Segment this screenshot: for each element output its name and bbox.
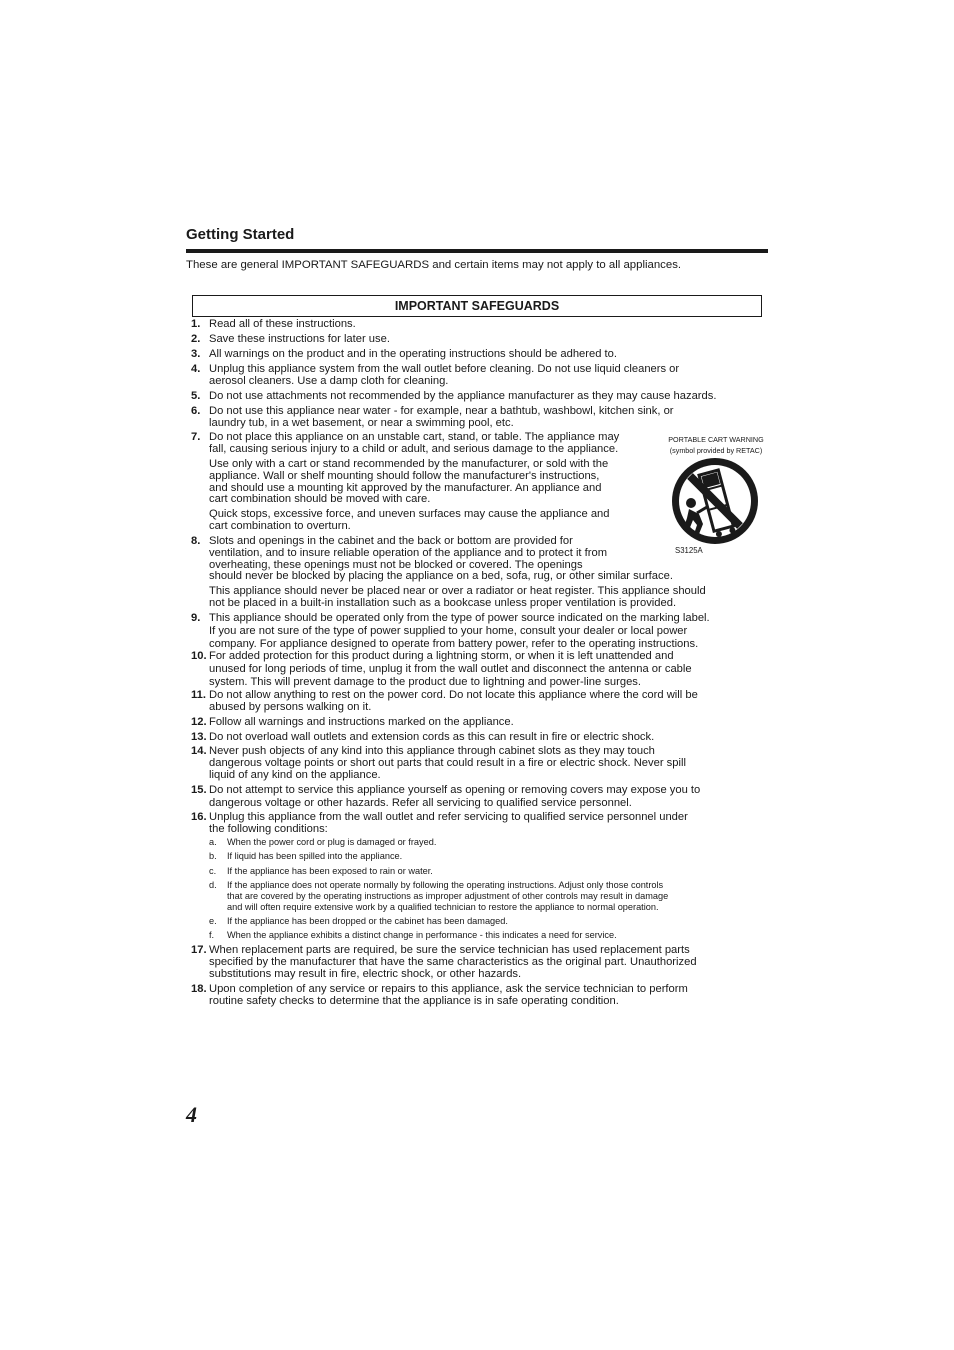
- subitem-letter: d.: [209, 880, 217, 890]
- cart-warning-code: S3125A: [675, 546, 703, 555]
- item-text: fall, causing serious injury to a child or adult, and serious damage to the appliance.: [209, 443, 619, 455]
- item-text: abused by persons walking on it.: [209, 701, 372, 713]
- item-number: 3.: [191, 348, 201, 360]
- item-text: specified by the manufacturer that have the same characteristics as the original part. Unauthorized: [209, 956, 697, 968]
- item-text: Read all of these instructions.: [209, 318, 356, 330]
- item-number: 5.: [191, 390, 201, 402]
- subitem-text: When the power cord or plug is damaged or frayed.: [227, 837, 437, 847]
- item-number: 11.: [191, 689, 206, 701]
- subitem-text: and will often require extensive work by a qualified technician to restore the appliance to normal operation.: [227, 902, 659, 912]
- item-text: For added protection for this product during a lightning storm, or when it is left unattended and: [209, 650, 674, 662]
- item-number: 6.: [191, 405, 201, 417]
- item-text: Do not place this appliance on an unstable cart, stand, or table. The appliance may: [209, 431, 620, 443]
- item-number: 12.: [191, 716, 207, 728]
- item-number: 7.: [191, 431, 201, 443]
- item-text: appliance. Wall or shelf mounting should follow the manufacturer's instructions,: [209, 470, 600, 482]
- item-number: 4.: [191, 363, 201, 375]
- item-text: This appliance should be operated only from the type of power source indicated on the marking label.: [209, 612, 710, 624]
- item-text: Do not allow anything to rest on the power cord. Do not locate this appliance where the cord will be: [209, 689, 698, 701]
- subitem-letter: b.: [209, 851, 217, 861]
- item-text: dangerous voltage or other hazards. Refer all servicing to qualified service personnel.: [209, 797, 632, 809]
- item-text: Unplug this appliance system from the wall outlet before cleaning. Do not use liquid cleaners or: [209, 363, 680, 375]
- intro-text: These are general IMPORTANT SAFEGUARDS and certain items may not apply to all appliances.: [186, 259, 682, 271]
- safeguards-heading: IMPORTANT SAFEGUARDS: [192, 295, 762, 317]
- item-text: Save these instructions for later use.: [209, 333, 390, 345]
- item-text: Unplug this appliance from the wall outlet and refer servicing to qualified service personnel under: [209, 811, 688, 823]
- item-text: liquid of any kind on the appliance.: [209, 769, 381, 781]
- subitem-text: When the appliance exhibits a distinct change in performance - this indicates a need for service.: [227, 930, 617, 940]
- item-text: and should use a mounting kit approved by the manufacturer. An appliance and: [209, 482, 602, 494]
- subitem-text: that are covered by the operating instructions as improper adjustment of other controls may result in damage: [227, 891, 669, 901]
- item-number: 14.: [191, 745, 207, 757]
- item-text: Quick stops, excessive force, and uneven surfaces may cause the appliance and: [209, 508, 610, 520]
- item-text: Follow all warnings and instructions marked on the appliance.: [209, 716, 514, 728]
- item-text: Slots and openings in the cabinet and the back or bottom are provided for: [209, 535, 573, 547]
- item-text: not be placed in a built-in installation such as a bookcase unless proper ventilation is provided.: [209, 597, 677, 609]
- item-text: company. For appliance designed to operate from battery power, refer to the operating instructions.: [209, 638, 699, 650]
- item-text: Use only with a cart or stand recommended by the manufacturer, or sold with the: [209, 458, 609, 470]
- item-number: 8.: [191, 535, 201, 547]
- item-number: 10.: [191, 650, 207, 662]
- subitem-text: If the appliance does not operate normally by following the operating instructions. Adjust only those controls: [227, 880, 664, 890]
- item-text: system. This will prevent damage to the product due to lightning and power-line surges.: [209, 676, 641, 688]
- page-number: 4: [186, 1102, 197, 1127]
- subitem-text: If the appliance has been exposed to rain or water.: [227, 866, 433, 876]
- subitem-letter: a.: [209, 837, 217, 847]
- item-number: 18.: [191, 983, 207, 995]
- item-text: cart combination should be moved with care.: [209, 493, 431, 505]
- item-number: 17.: [191, 944, 207, 956]
- item-text: Do not use attachments not recommended by the appliance manufacturer as they may cause hazards.: [209, 390, 717, 402]
- item-number: 13.: [191, 731, 207, 743]
- item-text: Do not overload wall outlets and extension cords as this can result in fire or electric shock.: [209, 731, 655, 743]
- item-text: If you are not sure of the type of power supplied to your home, consult your dealer or local power: [209, 625, 688, 637]
- item-number: 2.: [191, 333, 201, 345]
- item-text: should never be blocked by placing the appliance on a bed, sofa, rug, or other similar surface.: [209, 570, 673, 582]
- subitem-letter: f.: [209, 930, 215, 940]
- item-text: This appliance should never be placed near or over a radiator or heat register. This appliance should: [209, 585, 706, 597]
- cart-warning-caption-source: (symbol provided by RETAC): [669, 446, 763, 455]
- cart-warning-caption: PORTABLE CART WARNING: [668, 435, 764, 444]
- subitem-text: If liquid has been spilled into the appliance.: [227, 851, 403, 861]
- item-text: Do not attempt to service this appliance yourself as opening or removing covers may expose you to: [209, 784, 701, 796]
- cart-tip-over-icon: [669, 458, 761, 548]
- item-text: aerosol cleaners. Use a damp cloth for cleaning.: [209, 375, 449, 387]
- item-text: routine safety checks to determine that the appliance is in safe operating condition.: [209, 995, 619, 1007]
- item-text: dangerous voltage points or short out parts that could result in a fire or electric shock. Never spill: [209, 757, 686, 769]
- subitem-letter: e.: [209, 916, 217, 926]
- item-text: overheating, these openings must not be blocked or covered. The openings: [209, 559, 583, 571]
- item-number: 1.: [191, 318, 201, 330]
- subitem-text: If the appliance has been dropped or the cabinet has been damaged.: [227, 916, 508, 926]
- title-rule: [186, 249, 768, 253]
- item-text: cart combination to overturn.: [209, 520, 351, 532]
- item-text: Do not use this appliance near water - for example, near a bathtub, washbowl, kitchen sink, or: [209, 405, 674, 417]
- item-number: 9.: [191, 612, 201, 624]
- item-number: 15.: [191, 784, 207, 796]
- item-text: Never push objects of any kind into this appliance through cabinet slots as they may touch: [209, 745, 655, 757]
- item-text: substitutions may result in fire, electric shock, or other hazards.: [209, 968, 522, 980]
- item-text: ventilation, and to insure reliable operation of the appliance and to protect it from: [209, 547, 608, 559]
- item-text: Upon completion of any service or repairs to this appliance, ask the service technician to perform: [209, 983, 688, 995]
- section-title: Getting Started: [186, 226, 295, 243]
- subitem-letter: c.: [209, 866, 217, 876]
- item-text: When replacement parts are required, be sure the service technician has used replacement parts: [209, 944, 690, 956]
- item-number: 16.: [191, 811, 207, 823]
- item-text: the following conditions:: [209, 823, 328, 835]
- item-text: All warnings on the product and in the operating instructions should be adhered to.: [209, 348, 617, 360]
- item-text: laundry tub, in a wet basement, or near a swimming pool, etc.: [209, 417, 514, 429]
- item-text: unused for long periods of time, unplug it from the wall outlet and disconnect the antenna or cable: [209, 663, 692, 675]
